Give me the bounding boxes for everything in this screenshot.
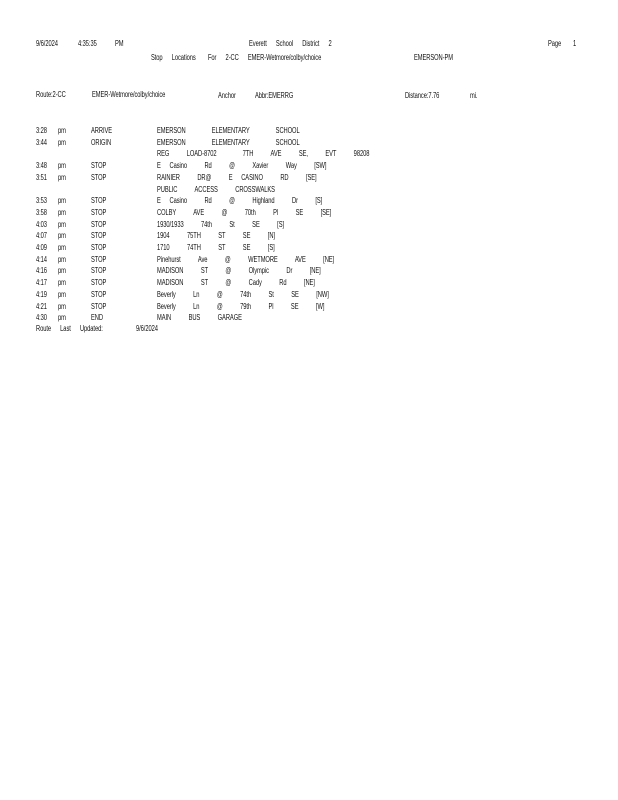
stop-row — [0, 149, 618, 160]
stop-description: Beverly Ln @ 79th Pl SE [W] — [157, 301, 325, 311]
stop-ampm: pm — [58, 289, 66, 299]
stop-action: STOP — [91, 278, 107, 288]
stop-row — [0, 196, 618, 207]
stop-row — [0, 161, 618, 172]
stop-description: 1930/1933 74th St SE [S] — [157, 219, 285, 229]
stop-ampm: pm — [58, 126, 66, 135]
stop-time: 4:19 — [36, 289, 47, 299]
stop-action: STOP — [91, 289, 107, 299]
stop-action: STOP — [91, 243, 107, 252]
anchor-abbr: Abbr:EMERRG — [255, 91, 294, 100]
stop-description: EMERSON ELEMENTARY SCHOOL — [157, 126, 300, 135]
stop-row — [0, 302, 618, 313]
stop-description: PUBLIC ACCESS CROSSWALKS — [157, 184, 275, 194]
stop-ampm: pm — [58, 231, 66, 241]
stop-row — [0, 313, 618, 324]
district-title: Everett School District 2 — [249, 39, 332, 48]
stop-ampm: pm — [58, 313, 66, 323]
stop-time: 4:16 — [36, 266, 47, 276]
stop-description: REG LOAD-8702 7TH AVE SE, EVT 98208 — [157, 149, 370, 159]
stop-row — [0, 138, 618, 149]
stop-ampm: pm — [58, 161, 66, 171]
stop-row — [0, 278, 618, 289]
stop-row — [0, 173, 618, 184]
stop-action: END — [91, 313, 103, 323]
stop-time: 3:53 — [36, 196, 47, 206]
stop-ampm: pm — [58, 137, 66, 147]
stop-time: 3:44 — [36, 137, 47, 147]
route-name: EMER-Wetmore/colby/choice — [92, 90, 166, 99]
stop-ampm: pm — [58, 207, 66, 217]
stop-description: Pinehurst Ave @ WETMORE AVE [NE] — [157, 254, 335, 264]
stop-action: STOP — [91, 161, 107, 171]
stop-action: STOP — [91, 301, 107, 311]
stop-time: 4:14 — [36, 254, 47, 264]
stop-row — [0, 290, 618, 301]
stop-description: E Casino Rd @ Xavier Way [SW] — [157, 161, 327, 171]
route-id: Route:2-CC — [36, 90, 66, 99]
stop-ampm: pm — [58, 301, 66, 311]
stop-action: STOP — [91, 231, 107, 241]
stop-time: 4:21 — [36, 301, 47, 311]
stop-ampm: pm — [58, 266, 66, 276]
route-distance: Distance:7.76 — [405, 91, 440, 100]
footer-date: 9/6/2024 — [136, 324, 158, 333]
stop-row — [0, 266, 618, 277]
stop-ampm: pm — [58, 278, 66, 288]
stop-ampm: pm — [58, 172, 66, 182]
footer-label: Route Last Updated: — [36, 324, 103, 333]
stop-time: 4:30 — [36, 313, 47, 323]
report-subtitle-right: EMERSON-PM — [414, 53, 453, 62]
stop-action: ORIGIN — [91, 137, 112, 147]
stop-action: STOP — [91, 207, 107, 217]
stop-time: 4:03 — [36, 219, 47, 229]
stop-row — [0, 231, 618, 242]
anchor-label: Anchor — [218, 91, 236, 100]
stop-row — [0, 126, 618, 137]
stop-description: Beverly Ln @ 74th St SE [NW] — [157, 289, 329, 299]
page-number: 1 — [573, 39, 577, 48]
stop-time: 3:58 — [36, 207, 47, 217]
stop-action: STOP — [91, 266, 107, 276]
report-subtitle: Stop Locations For 2-CC EMER-Wetmore/colby/choice — [151, 53, 322, 62]
stop-time: 4:17 — [36, 278, 47, 288]
stop-description: RAINIER DR@ E CASINO RD [SE] — [157, 172, 317, 182]
stop-description: 1904 75TH ST SE [N] — [157, 231, 275, 241]
stop-row — [0, 208, 618, 219]
distance-unit: mi. — [470, 91, 478, 100]
stop-description: COLBY AVE @ 70th Pl SE [SE] — [157, 207, 332, 217]
stop-time: 3:51 — [36, 172, 47, 182]
stop-time: 4:07 — [36, 231, 47, 241]
stop-description: 1710 74TH ST SE [S] — [157, 243, 275, 252]
report-ampm: PM — [115, 39, 124, 48]
stop-description: MAIN BUS GARAGE — [157, 313, 242, 323]
stop-time: 4:09 — [36, 243, 47, 252]
stop-action: STOP — [91, 196, 107, 206]
stop-action: ARRIVE — [91, 126, 113, 135]
stop-description: EMERSON ELEMENTARY SCHOOL — [157, 137, 300, 147]
stop-row — [0, 255, 618, 266]
stop-action: STOP — [91, 219, 107, 229]
page-label: Page — [548, 39, 562, 48]
report-date: 9/6/2024 — [36, 39, 58, 48]
stop-action: STOP — [91, 172, 107, 182]
stop-description: MADISON ST @ Olympic Dr [NE] — [157, 266, 321, 276]
report-time: 4:35:35 — [78, 39, 97, 48]
stop-row — [0, 243, 618, 254]
stop-row — [0, 185, 618, 196]
stop-description: E Casino Rd @ Highland Dr [S] — [157, 196, 323, 206]
stop-time: 3:28 — [36, 126, 47, 135]
stop-ampm: pm — [58, 196, 66, 206]
stop-row — [0, 220, 618, 231]
stop-time: 3:48 — [36, 161, 47, 171]
stop-action: STOP — [91, 254, 107, 264]
stop-description: MADISON ST @ Cady Rd [NE] — [157, 278, 315, 288]
stop-ampm: pm — [58, 243, 66, 252]
stop-ampm: pm — [58, 254, 66, 264]
stop-ampm: pm — [58, 219, 66, 229]
